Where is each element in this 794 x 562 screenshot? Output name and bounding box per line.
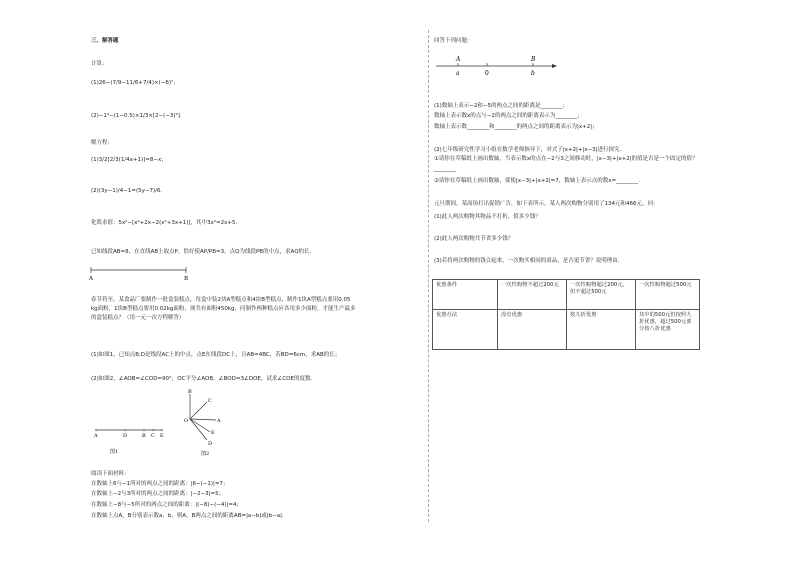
fig1-label-a: A: [94, 433, 98, 439]
mall-question-3: (3)若将两次购物的钱合起来，一次购买相同的商品，是否更节省？说明理由.: [434, 258, 620, 264]
fig1-label-e: E: [160, 433, 164, 439]
q2-line-1: (2)七年级研究性学习小组在数学老师指导下，对式子|x+2|+|x−3|进行探究.: [434, 147, 622, 153]
mall-intro: 元旦期间，某商场打出促销广告，如下表所示，某人两次购物分别用了134元和466元，问：: [434, 201, 659, 207]
geometry-question-2: (2)如图2，∠AOB=∠COD=90°，OC平分∠AOB，∠BOD=3∠DOE，试求∠COE的度数.: [91, 376, 313, 382]
q2-line-2: ①请你在草稿纸上画出数轴，当表示数x的点在−2与3之间移动时，|x−3|+|x+2|的值是否是一个固定的值？: [434, 156, 698, 162]
axis-value-b: b: [531, 70, 535, 77]
number-line: [432, 52, 562, 82]
mall-question-1: (1)此人两次购物其物品不打折，值多少钱？: [434, 214, 541, 220]
reading-heading: 阅读下面材料：: [91, 471, 130, 477]
segment-label-b: B: [184, 276, 189, 282]
fig2-label-d: D: [208, 441, 213, 447]
reading-line-2: 在数轴上−2与3所对的两点之间的距离：|−2−3|=5；: [91, 491, 225, 497]
fig1-label-c: C: [151, 433, 155, 439]
equation-question-1: (1)3/2[2/3(1/4x+1)]=8−x；: [91, 157, 167, 163]
cake-question-line-2: kg面粉，1块B型糕点要用0.02kg面粉，现共有面粉450kg，问制作两种糕点应各用多少面粉，才能生产最多: [91, 306, 356, 312]
section-title: 三、解答题: [91, 38, 119, 44]
table-cell: 一次性购物超过200元，但不超过500元: [567, 280, 636, 310]
table-row: [433, 310, 700, 350]
q2-line-4: ②请你在草稿纸上画出数轴，要使|x−3|+|x+2|=7，数轴上表示点的数x=________.: [434, 178, 640, 184]
reading-line-4: 在数轴上点A，B分别表示数a，b，则A，B两点之间的距离AB=|a−b|或|b−a|.: [91, 513, 284, 519]
q1-line-2: 数轴上表示数x的点与−2的两点之间的距离表示为________；: [434, 113, 583, 119]
discount-table: [432, 279, 700, 350]
axis-label-a: A: [456, 56, 461, 63]
fig1-label-b: B: [142, 433, 146, 439]
fig2-label-o: O: [184, 418, 189, 424]
answer-heading: 回答下列问题：: [434, 38, 473, 44]
axis-value-zero: 0: [485, 70, 489, 77]
table-cell: 优惠办法: [433, 310, 498, 350]
equation-question-2: (2)(3y−1)/4−1=(5y−7)/6.: [91, 188, 163, 194]
axis-label-b: B: [531, 56, 536, 63]
figure-1: [92, 422, 172, 457]
table-cell: 优惠条件: [433, 280, 498, 310]
reading-line-1: 在数轴上6与−1所对的两点之间的距离：|6−(−1)|=7；: [91, 481, 229, 487]
fig2-label-e: E: [211, 430, 215, 436]
calc-heading: 计算：: [91, 61, 108, 67]
cake-question-line-1: 春节将至，某食品厂要制作一批盒装糕点，每盒中装2块A型糕点和4块B型糕点，制作1块A型糕点要用0.05: [91, 297, 351, 303]
table-cell: 按九折优惠: [567, 310, 636, 350]
reading-line-3: 在数轴上−8与−5所对的两点之间的距离：|(−8)−(−4)|=4；: [91, 502, 242, 508]
table-cell: 没有优惠: [498, 310, 567, 350]
q2-line-3: ________: [434, 166, 456, 172]
mall-question-2: (2)此人两次购物共节省多少钱？: [434, 236, 514, 242]
cake-question-line-3: 的盒装糕点？（用一元一次方程解答）: [91, 315, 185, 321]
calc-question-2: (2)−1⁴−(1−0.5)×1/3×[2−(−3)²].: [91, 113, 182, 119]
geometry-question-1: (1)如图1，已知点B,D是线段AC上的中点，点E在线段DC上，且AB=4BC，若BD=6cm，求AB的长；: [91, 352, 341, 358]
table-cell: 一次性购物超过500元: [636, 280, 700, 310]
fig2-caption: 图2: [201, 451, 210, 457]
fig1-caption: 图1: [110, 449, 119, 455]
column-divider: [428, 30, 429, 522]
calc-question-1: (1)26−(7/9−11/6+7/4)×(−6)²；: [91, 80, 179, 86]
segment-label-a: A: [89, 276, 93, 282]
fig1-label-d: D: [123, 433, 128, 439]
q1-line-3: 数轴上表示数________和________的两点之间的距离表示为|x+2|；: [434, 124, 598, 130]
q1-line-1: (1)数轴上表示−2和−5的两点之间的距离是________；: [434, 103, 569, 109]
fig2-label-a: A: [217, 418, 221, 424]
fig2-label-b: B: [188, 389, 192, 395]
simplify-question: 化简求值：5x²−[x²+2x−2(x²+3x+1)]，其中3x²=2x+5.: [91, 220, 238, 226]
segment-question: 已知线段AB=8，在直线AB上取点P，恰好使AP/PB=3，点Q为线段PB的中点，求AQ的长.: [91, 249, 312, 255]
table-cell: 其中的500元仍按照九折优惠，超过500元部分按八折优惠: [636, 310, 700, 350]
segment-figure: [88, 262, 198, 282]
fig2-label-c: C: [208, 398, 212, 404]
equation-heading: 解方程：: [91, 140, 114, 146]
table-row: [433, 280, 700, 310]
figure-2: [180, 388, 230, 458]
axis-value-a: a: [456, 70, 460, 77]
table-cell: 一次性购物不超过200元: [498, 280, 567, 310]
